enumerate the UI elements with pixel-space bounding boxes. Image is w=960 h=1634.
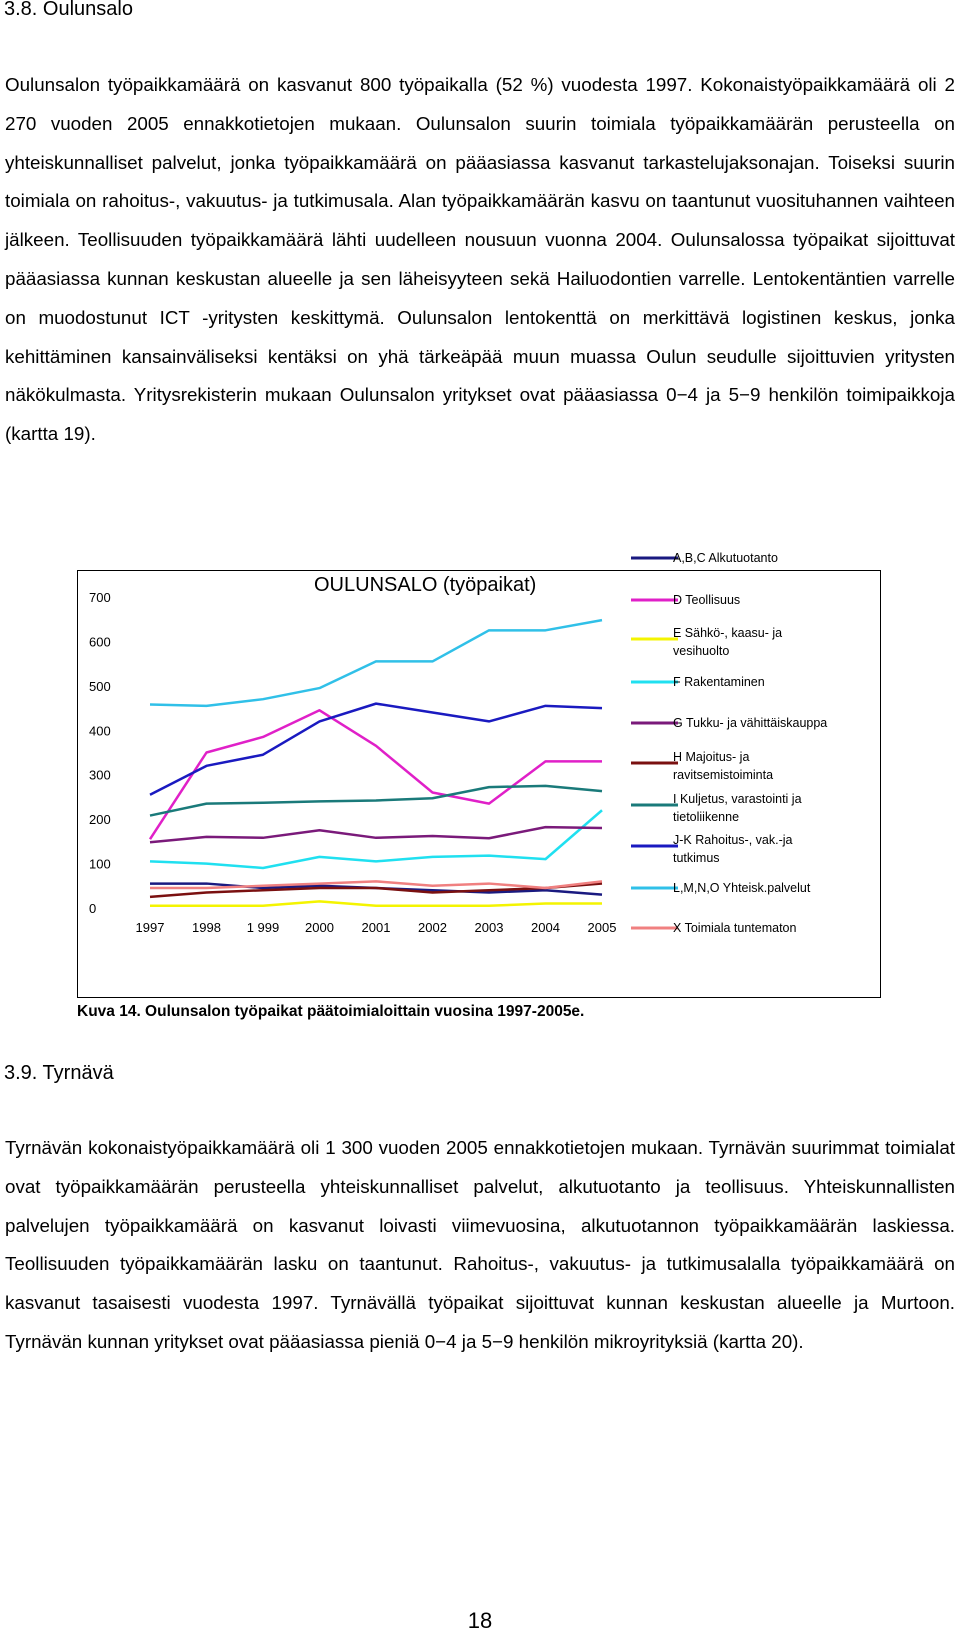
legend-label: F Rakentaminen <box>673 675 765 689</box>
y-tick-label: 700 <box>89 590 111 605</box>
x-tick-label: 2002 <box>418 920 447 935</box>
x-axis-tick-labels <box>136 920 617 935</box>
section-paragraph-oulunsalo: Oulunsalon työpaikkamäärä on kasvanut 800 työpaikalla (52 %) vuodesta 1997. Kokonaistyöpaikkamäärä oli 2 270 vuoden 2005 ennakkotietojen mukaan. Oulunsalon suurin toimiala työpaikkamäärän perusteella on yhteiskunnalliset palvelut, jonka työpaikkamäärä on pääasiassa kasvanut tarkastelujaksonajan. Toiseksi suurin toimiala on rahoitus-, vakuutus- ja tutkimusala. Alan työpaikkamäärän kasvu on taantunut vuosituhannen vaihteen jälkeen. Teollisuuden työpaikkamäärä lähti uudelleen nousuun vuonna 2004. Oulunsalossa työpaikat sijoittuvat pääasiassa kunnan keskustan alueelle ja sen läheisyyteen sekä Hailuodontien varrelle. Lentokentäntien varrelle on muodostunut ICT -yritysten keskittymä. Oulunsalon lentokenttä on merkittävä logistinen keskus, jonka kehittäminen kansainväliseksi kentäksi on yhä tärkeäpää muun muassa Oulun seudulle sijoittuvien yritysten näkökulmasta. Yritysrekisterin mukaan Oulunsalon yritykset ovat pääasiassa 0−4 ja 5−9 henkilön toimipaikkoja (kartta 19). <box>5 74 955 445</box>
x-tick-label: 2003 <box>474 920 504 935</box>
y-tick-label: 200 <box>89 812 111 828</box>
series-line <box>150 710 602 839</box>
legend-label: D Teollisuus <box>673 593 741 607</box>
chart-title: OULUNSALO (työpaikat) <box>314 574 537 596</box>
y-tick-label: 0 <box>89 901 97 916</box>
figure-caption: Kuva 14. Oulunsalon työpaikat päätoimialoittain vuosina 1997-2005e. <box>77 1003 585 1020</box>
series-line <box>150 620 602 706</box>
section-heading-oulunsalo: 3.8. Oulunsalo <box>4 0 133 20</box>
legend-label: L,M,N,O Yhteisk.palvelut <box>673 881 811 895</box>
legend-label: A,B,C Alkutuotanto <box>673 551 778 565</box>
y-tick-label: 100 <box>89 856 111 872</box>
series-line <box>150 786 602 816</box>
legend-label: H Majoitus- ja ravitsemistoiminta <box>673 750 774 782</box>
x-tick-label: 2001 <box>361 920 391 935</box>
line-chart <box>78 551 882 999</box>
chart-legend <box>631 551 827 935</box>
series-line <box>150 810 602 868</box>
x-tick-label: 2004 <box>531 920 560 935</box>
legend-label: I Kuljetus, varastointi ja tietoliikenne <box>673 792 802 824</box>
legend-label: E Sähkö-, kaasu- ja vesihuolto <box>673 626 783 658</box>
x-tick-label: 2000 <box>305 920 334 935</box>
section-paragraph-tyrnava: Tyrnävän kokonaistyöpaikkamäärä oli 1 300 vuoden 2005 ennakkotietojen mukaan. Tyrnävän suurimmat toimialat ovat työpaikkamäärän perusteella yhteiskunnalliset palvelut, alkutuotanto ja teollisuus. Yhteiskunnallisten palvelujen työpaikkamäärä on kasvanut loivasti viimevuosina, alkutuotannon työpaikkamäärän laskiessa. Teollisuuden työpaikkamäärän lasku on taantunut. Rahoitus-, vakuutus- ja tutkimusalalla työpaikkamäärä on kasvanut tasaisesti vuodesta 1997. Tyrnävällä työpaikat sijoittuvat kunnan keskustan alueelle ja Murtoon. Tyrnävän kunnan yritykset ovat pääasiassa pieniä 0−4 ja 5−9 henkilön mikroyrityksiä (kartta 20). <box>5 1137 955 1352</box>
legend-label: G Tukku- ja vähittäiskauppa <box>673 716 828 730</box>
y-tick-label: 400 <box>89 723 111 739</box>
y-tick-label: 500 <box>89 678 111 694</box>
x-tick-label: 2005 <box>587 920 617 935</box>
x-tick-label: 1 999 <box>246 920 280 935</box>
y-tick-label: 600 <box>89 634 111 650</box>
page-number: 18 <box>467 1608 493 1633</box>
section-heading-tyrnava: 3.9. Tyrnävä <box>4 1062 114 1084</box>
legend-label: J-K Rahoitus-, vak.-ja tutkimus <box>673 833 793 865</box>
chart-frame <box>77 551 881 998</box>
series-line <box>150 901 602 905</box>
y-axis-tick-labels <box>89 590 111 916</box>
series-line <box>150 827 602 842</box>
legend-label: X Toimiala tuntematon <box>673 921 797 935</box>
x-tick-label: 1998 <box>192 920 221 935</box>
series-lines <box>150 620 602 906</box>
x-tick-label: 1997 <box>135 920 165 935</box>
y-tick-label: 300 <box>89 767 111 783</box>
